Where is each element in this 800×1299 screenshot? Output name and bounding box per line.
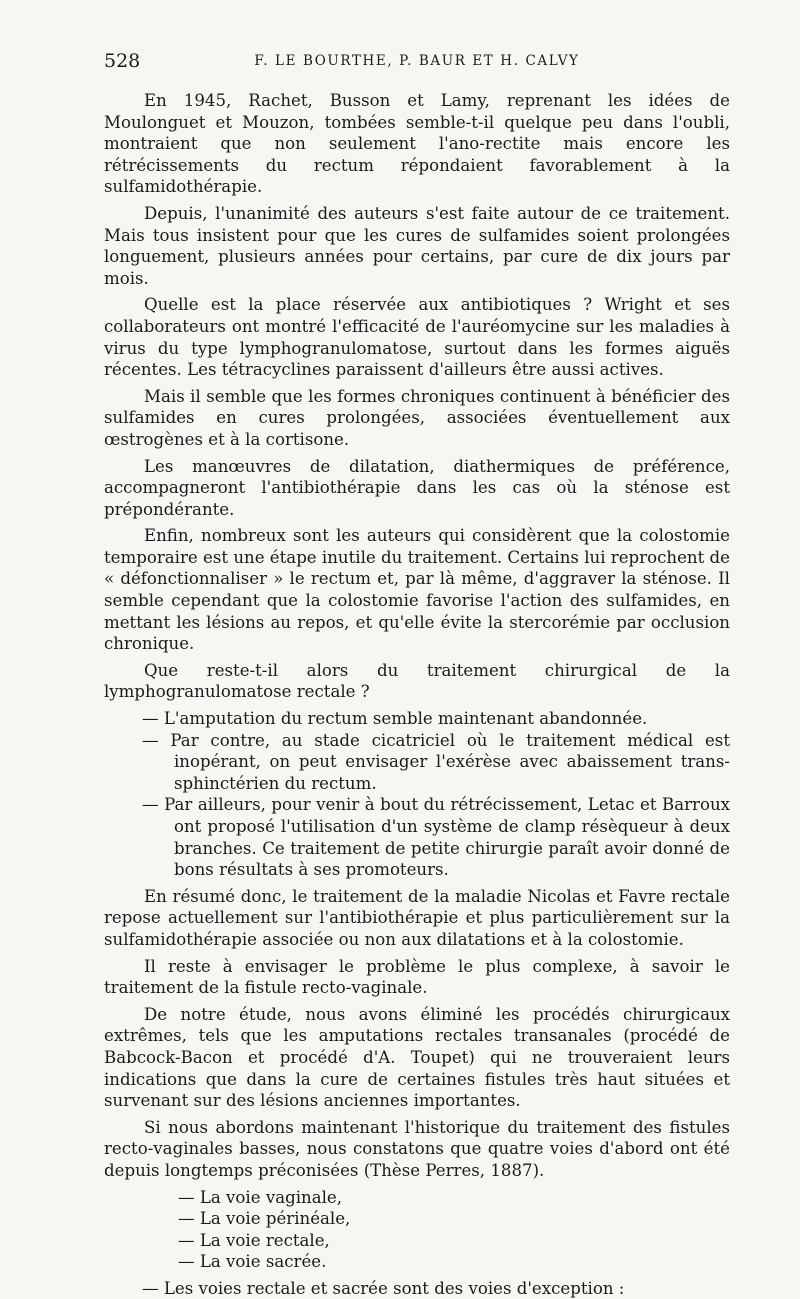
paragraph: Il reste à envisager le problème le plus complexe, à savoir le traitement de la fistule recto-vaginale.: [104, 956, 730, 998]
final-line: — Les voies rectale et sacrée sont des voies d'exception :: [142, 1278, 625, 1298]
page-number: 528: [104, 50, 141, 72]
voie-item: — La voie sacrée.: [178, 1252, 327, 1272]
running-title: F. LE BOURTHE, P. BAUR ET H. CALVY: [254, 53, 580, 69]
voie-item: — La voie vaginale,: [178, 1187, 343, 1207]
page-header: [104, 50, 730, 74]
paragraph: Mais il semble que les formes chroniques continuent à bénéficier des sulfamides en cures prolongées, associées éventuellement aux œstrogènes et à la cortisone.: [104, 386, 730, 449]
voie-item: — La voie périnéale,: [178, 1209, 351, 1229]
paragraph: Que reste-t-il alors du traitement chirurgical de la lymphogranulomatose rectale ?: [104, 660, 730, 702]
paragraph: Quelle est la place réservée aux antibiotiques ? Wright et ses collaborateurs ont montré l'efficacité de l'auréomycine sur les maladies à virus du type lymphogranulomatose, surtout dans les formes aiguës récentes. Les tétracyclines paraissent d'ailleurs être aussi actives.: [104, 295, 730, 380]
dash-item: — L'amputation du rectum semble maintenant abandonnée.: [142, 709, 648, 729]
dash-item: — Par ailleurs, pour venir à bout du rétrécissement, Letac et Barroux ont proposé l'utilisation d'un système de clamp résèqueur à deux branches. Ce traitement de petite chirurgie paraît avoir donné de bons résultats à ses promoteurs.: [142, 795, 730, 880]
paragraph: Depuis, l'unanimité des auteurs s'est faite autour de ce traitement. Mais tous insistent pour que les cures de sulfamides soient prolongées longuement, plusieurs années pour certains, par cure de dix jours par mois.: [104, 203, 730, 288]
paragraph: En 1945, Rachet, Busson et Lamy, reprenant les idées de Moulonguet et Mouzon, tombées semble-t-il quelque peu dans l'oubli, montraient que non seulement l'ano-rectite mais encore les rétrécissements du rectum répondaient favorablement à la sulfamidothérapie.: [104, 91, 730, 197]
paragraph: Si nous abordons maintenant l'historique du traitement des fistules recto-vaginales basses, nous constatons que quatre voies d'abord ont été depuis longtemps préconisées (Thèse Perres, 1887).: [104, 1117, 730, 1180]
dash-item: — Par contre, au stade cicatriciel où le traitement médical est inopérant, on peut envisager l'exérèse avec abaissement trans-sphinctérien du rectum.: [142, 730, 730, 793]
paragraph: Enfin, nombreux sont les auteurs qui considèrent que la colostomie temporaire est une étape inutile du traitement. Certains lui reprochent de « défonctionnaliser » le rectum et, par là même, d'aggraver la sténose. Il semble cependant que la colostomie favorise l'action des sulfamides, en mettant les lésions au repos, et qu'elle évite la stercorémie par occlusion chronique.: [104, 526, 730, 654]
body-text: [104, 90, 730, 1299]
paragraph: Les manœuvres de dilatation, diathermiques de préférence, accompagneront l'antibiothérapie dans les cas où la sténose est prépondérante.: [104, 456, 730, 519]
paragraph: En résumé donc, le traitement de la maladie Nicolas et Favre rectale repose actuellement sur l'antibiothérapie et plus particulièrement sur la sulfamidothérapie associée ou non aux dilatations et à la colostomie.: [104, 886, 730, 949]
paragraph: De notre étude, nous avons éliminé les procédés chirurgicaux extrêmes, tels que les amputations rectales transanales (procédé de Babcock-Bacon et procédé d'A. Toupet) qui ne trouveraient leurs indications que dans la cure de certaines fistules très haut situées et survenant sur des lésions anciennes importantes.: [104, 1004, 730, 1111]
voie-item: — La voie rectale,: [178, 1230, 330, 1250]
